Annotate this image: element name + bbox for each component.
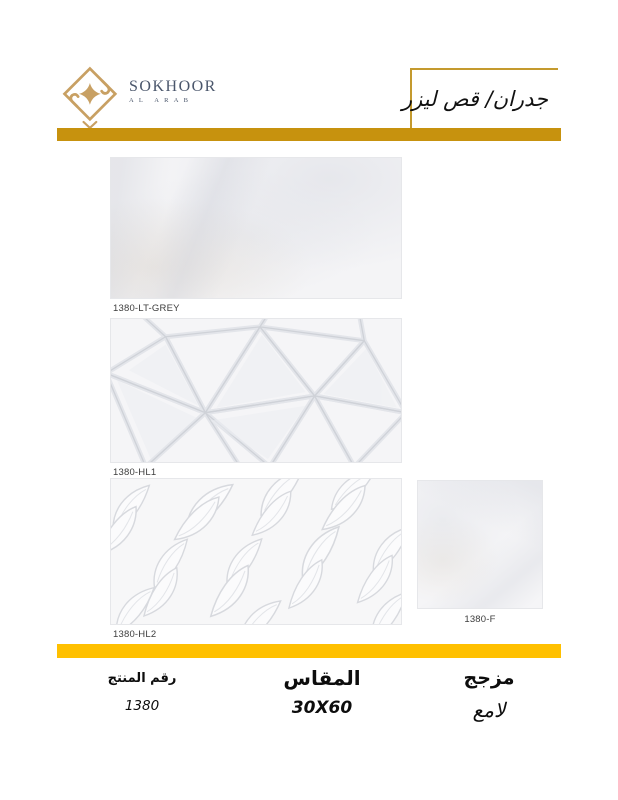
tile-code-label: 1380-HL2 <box>113 629 157 640</box>
tile-code-label: 1380-F <box>464 614 496 625</box>
spec-column-size <box>227 662 417 722</box>
category-title-box <box>401 68 558 128</box>
spec-header-glaze: مزجج <box>463 667 515 689</box>
spec-table <box>57 662 561 722</box>
spec-header-product-number: رقم المنتج <box>107 670 177 686</box>
brand-name: SOKHOOR <box>129 78 217 95</box>
tile-code-label: 1380-HL1 <box>113 467 157 478</box>
brand-text-block <box>129 79 249 105</box>
brand-subtitle: AL ARAB <box>129 97 194 104</box>
bottom-gold-bar <box>57 644 561 658</box>
category-title: جدران/ قص ليزر <box>401 87 548 111</box>
spec-header-size: المقاس <box>283 666 361 690</box>
spec-column-product-number <box>57 662 227 722</box>
tile-image-1380-lt-grey <box>110 157 402 299</box>
spec-value-product-number: 1380 <box>124 698 160 714</box>
spec-value-glaze: لامع <box>472 698 506 722</box>
spec-column-glaze <box>417 662 561 722</box>
tile-image-1380-hl1 <box>110 318 402 463</box>
top-gold-bar <box>57 128 561 141</box>
tile-image-1380-hl2 <box>110 478 402 625</box>
tile-image-1380-f <box>417 480 543 609</box>
brand-logo-icon <box>60 64 118 128</box>
spec-value-size: 30X60 <box>291 698 353 718</box>
tile-code-label: 1380-LT-GREY <box>113 303 180 314</box>
